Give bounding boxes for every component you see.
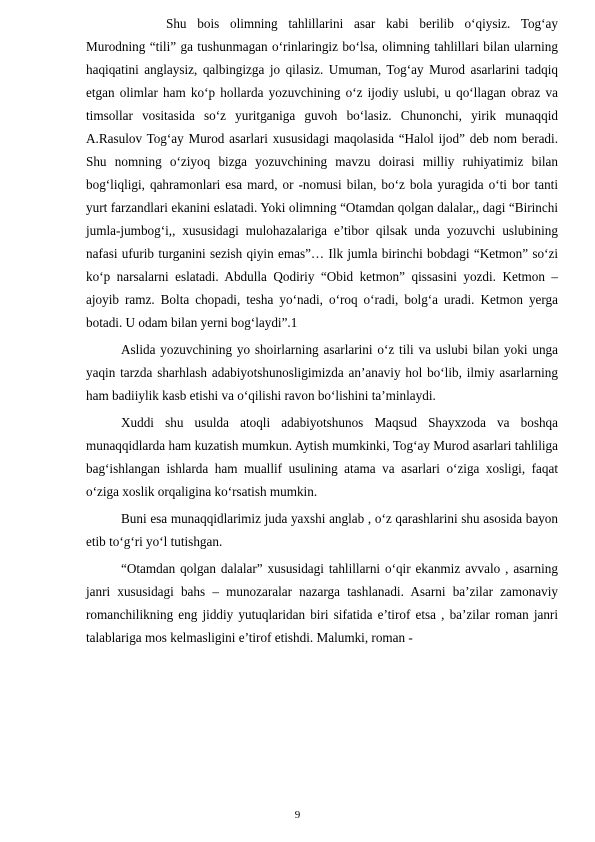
- page-number: 9: [294, 809, 301, 821]
- paragraph-2: Aslida yozuvchining yo shoirlarning asarlarini o‘z tili va uslubi bilan yoki unga yaqin tarzda sharhlash adabiyotshunosligimizda an’anaviy hol bo‘lib, ilmiy asarlarning ham badiiylik kasb etishi va o‘qilishi ravon bo‘lishini ta’minlaydi.: [86, 342, 558, 403]
- paragraph-5: “Otamdan qolgan dalalar” xususidagi tahlillarni o‘qir ekanmiz avvalo , asarning janri xususidagi bahs – munozaralar nazarga tashlanadi. Asarni ba’zilar zamonaviy romanchilikning eng jiddiy yutuqlaridan biri sifatida e’tirof etsa , ba’zilar roman janri talablariga mos kelmasligini e’tirof etishdi. Malumki, roman -: [86, 561, 558, 645]
- paragraph-3: Xuddi shu usulda atoqli adabiyotshunos Maqsud Shayxzoda va boshqa munaqqidlarda ham kuzatish mumkun. Aytish mumkinki, Tog‘ay Murod asarlari tahliliga bag‘ishlangan ishlarda ham muallif usulining atama va asarlari o‘ziga xosligi, faqat o‘ziga xoslik orqaligina ko‘rsatish mumkin.: [86, 415, 558, 499]
- paragraph-4: Buni esa munaqqidlarimiz juda yaxshi anglab , o‘z qarashlarini shu asosida bayon etib to‘g‘ri yo‘l tutishgan.: [86, 511, 558, 549]
- document-body: [86, 12, 558, 653]
- paragraph-1: Shu bois olimning tahlillarini asar kabi berilib o‘qiysiz. Tog‘ay Murodning “tili” ga tushunmagan o‘rinlaringiz bo‘lsa, olimning tahlillari bilan ularning haqiqatini anglaysiz, qalbingizga jo qilasiz. Umuman, Tog‘ay Murod asarlarini tadqiq etgan olimlar ham ko‘p hollarda yozuvchining o‘z ijodiy uslubi, u qo‘llagan obraz va timsollar vositasida so‘z yuritganiga guvoh bo‘lasiz. Chunonchi, yirik munaqqid A.Rasulov Tog‘ay Murod asarlari xususidagi maqolasida “Halol ijod” deb nom beradi. Shu nomning o‘ziyoq bizga yozuvchining mavzu doirasi milliy ruhiyatimiz bilan bog‘liqligi, qahramonlari esa mard, or -nomusi bilan, bo‘z bola yuragida o‘ti bor tanti yurt farzandlari ekanini eslatadi. Yoki olimning “Otamdan qolgan dalalar,, dagi “Birinchi jumla-jumbog‘i,, xususidagi mulohazalariga e’tibor qilsak unda yozuvchi uslubining nafasi ufurib turganini sezish qiyin emas”… Ilk jumla birinchi bobdagi “Ketmon” so‘zi ko‘p narsalarni eslatadi. Abdulla Qodiriy “Obid ketmon” qissasini yozdi. Ketmon – ajoyib ramz. Bolta chopadi, tesha yo‘nadi, o‘roq o‘radi, bolg‘a uradi. Ketmon yerga botadi. U odam bilan yerni bog‘laydi”.1: [86, 16, 558, 330]
